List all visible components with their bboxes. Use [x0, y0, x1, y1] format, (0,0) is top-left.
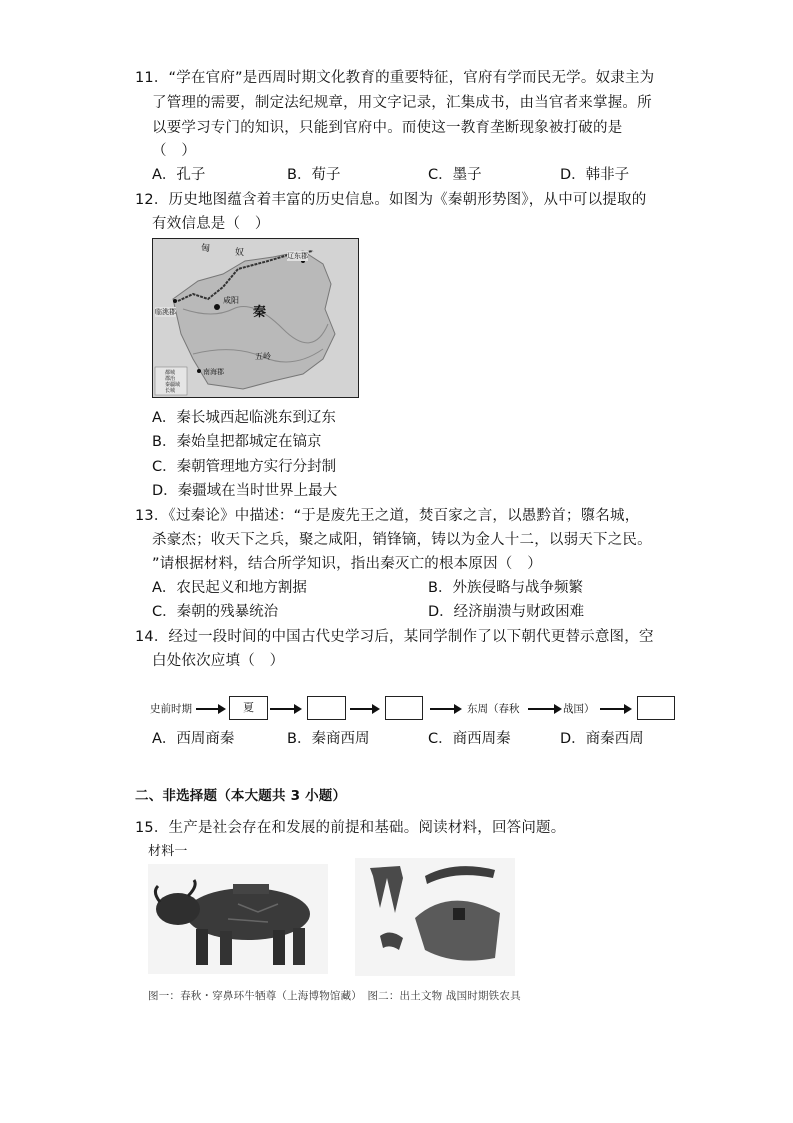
q11-option-b[interactable]: B．荀子	[287, 167, 341, 183]
qin-dynasty-map	[152, 238, 359, 398]
flow-start-label: 史前时期	[150, 703, 192, 715]
q12-line-2: 有效信息是（ ）	[152, 216, 270, 232]
flow-arrow-6	[600, 708, 630, 710]
q11-option-c[interactable]: C．墨子	[428, 167, 482, 183]
q15-line-1: 15．生产是社会存在和发展的前提和基础。阅读材料，回答问题。	[135, 820, 566, 836]
q12-option-a[interactable]: A．秦长城西起临洮东到辽东	[152, 410, 336, 426]
q11-line-3: 以要学习专门的知识，只能到官府中。而使这一教育垄断现象被打破的是	[152, 120, 623, 136]
map-label-lintao: 临洮郡	[155, 308, 176, 316]
q13-line-1: 13．《过秦论》中描述：“于是废先王之道，焚百家之言，以愚黔首；隳名城，	[135, 508, 640, 524]
map-legend-wall: 长城	[165, 388, 176, 394]
map-label-liaodong: 辽东郡	[287, 252, 308, 260]
flow-arrow-2	[270, 708, 300, 710]
q11-line-2: 了管理的需要，制定法纪规章，用文字记录，汇集成书，由当官者来掌握。所	[152, 95, 652, 111]
figure-iron-tools-image	[355, 858, 515, 976]
map-label-nanhai: 南海郡	[203, 368, 224, 376]
map-label-xianyang: 咸阳	[223, 296, 239, 305]
q14-line-2: 白处依次应填（ ）	[152, 653, 285, 669]
map-label-wuling: 五岭	[255, 352, 271, 361]
q13-option-a[interactable]: A．农民起义和地方割据	[152, 580, 307, 596]
map-label-xiongnu-1: 匈	[201, 244, 211, 254]
q13-option-c[interactable]: C．秦朝的残暴统治	[152, 604, 279, 620]
q11-line-1: 11．“学在官府”是西周时期文化教育的重要特征，官府有学而民无学。奴隶主为	[135, 70, 655, 86]
flow-box-blank-1[interactable]	[307, 696, 346, 720]
q15-figure-caption: 图一：春秋・穿鼻环牛牺尊（上海博物馆藏） 图二：出土文物 战国时期铁农具	[148, 990, 521, 1002]
q12-option-c[interactable]: C．秦朝管理地方实行分封制	[152, 459, 337, 475]
map-label-xiongnu-2: 奴	[235, 248, 245, 258]
section-2-title: 二、非选择题（本大题共 3 小题）	[135, 788, 347, 804]
q14-option-d[interactable]: D．商秦西周	[560, 731, 644, 747]
q11-line-4: （ ）	[152, 143, 197, 159]
q14-option-b[interactable]: B．秦商西周	[287, 731, 370, 747]
q12-option-b[interactable]: B．秦始皇把都城定在镐京	[152, 434, 322, 450]
flow-zhanguo-label: 战国）	[563, 703, 595, 715]
q11-option-a[interactable]: A．孔子	[152, 167, 206, 183]
q14-option-a[interactable]: A．西周商秦	[152, 731, 235, 747]
map-legend-territory: 秦疆域	[165, 382, 181, 388]
map-legend-capital: 都城	[165, 370, 176, 376]
q12-option-d[interactable]: D．秦疆域在当时世界上最大	[152, 483, 338, 499]
q15-material-label: 材料一	[148, 844, 188, 859]
flow-box-blank-3[interactable]	[637, 696, 675, 720]
q13-option-d[interactable]: D．经济崩溃与财政困难	[428, 604, 585, 620]
flow-arrow-1	[196, 708, 224, 710]
q11-option-d[interactable]: D．韩非子	[560, 167, 630, 183]
q12-line-1: 12．历史地图蕴含着丰富的历史信息。如图为《秦朝形势图》，从中可以提取的	[135, 192, 647, 208]
q14-option-c[interactable]: C．商西周秦	[428, 731, 511, 747]
map-legend-commandery: 郡治	[165, 376, 176, 382]
flow-dongzhou-label: 东周（春秋	[467, 703, 520, 715]
q13-line-2: 杀豪杰；收天下之兵，聚之咸阳，销锋镝，铸以为金人十二，以弱天下之民。	[152, 532, 652, 548]
flow-arrow-5	[528, 708, 560, 710]
figure-ox-zun-image	[148, 864, 328, 974]
flow-box-xia: 夏	[229, 696, 268, 720]
q13-option-b[interactable]: B．外族侵略与战争频繁	[428, 580, 583, 596]
q13-line-3: ”请根据材料，结合所学知识，指出秦灭亡的根本原因（ ）	[152, 556, 542, 572]
map-label-qin: 秦	[253, 305, 267, 320]
flow-box-blank-2[interactable]	[385, 696, 423, 720]
flow-arrow-3	[350, 708, 378, 710]
flow-arrow-4	[430, 708, 460, 710]
q14-line-1: 14．经过一段时间的中国古代史学习后，某同学制作了以下朝代更替示意图，空	[135, 629, 654, 645]
